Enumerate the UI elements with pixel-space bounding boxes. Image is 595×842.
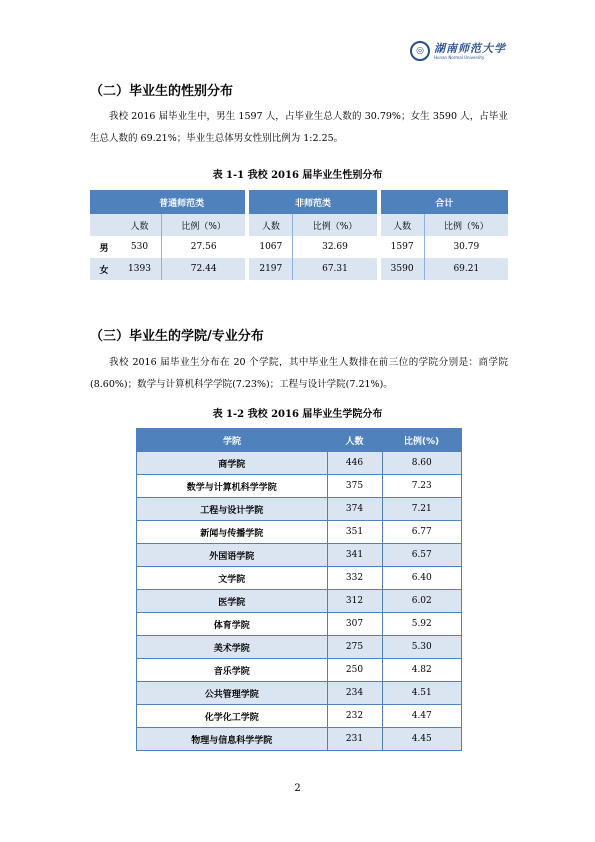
- table-cell: 1393: [118, 258, 162, 280]
- count-cell: 446: [327, 452, 382, 475]
- header-college: 学院: [137, 429, 328, 453]
- table-cell: 69.21: [424, 258, 508, 280]
- table-row: [137, 613, 462, 636]
- college-name-cell: 工程与设计学院: [137, 498, 328, 521]
- subheader-ratio: 比例（%）: [424, 214, 508, 236]
- college-name-cell: 化学化工学院: [137, 705, 328, 728]
- table-row: [90, 258, 508, 280]
- table-row: [137, 728, 462, 751]
- table-header-row: [137, 429, 462, 453]
- table1-caption: 表 1-1 我校 2016 届毕业生性别分布: [212, 170, 383, 181]
- count-cell: 232: [327, 705, 382, 728]
- count-cell: 351: [327, 521, 382, 544]
- college-name-cell: 美术学院: [137, 636, 328, 659]
- table-row: [137, 567, 462, 590]
- ratio-cell: 6.40: [382, 567, 462, 590]
- count-cell: 375: [327, 475, 382, 498]
- count-cell: 332: [327, 567, 382, 590]
- table-row: [137, 521, 462, 544]
- row-label: 女: [90, 258, 118, 280]
- college-name-cell: 数学与计算机科学学院: [137, 475, 328, 498]
- table-row: [137, 659, 462, 682]
- ratio-cell: 7.23: [382, 475, 462, 498]
- table-row: [137, 590, 462, 613]
- table-cell: 2197: [249, 258, 293, 280]
- table-cell: 32.69: [293, 236, 377, 258]
- table-row: [137, 705, 462, 728]
- subheader-count: 人数: [249, 214, 293, 236]
- table-row: [90, 236, 508, 258]
- gender-distribution-table: [90, 190, 508, 280]
- table-row: [137, 475, 462, 498]
- ratio-cell: 5.30: [382, 636, 462, 659]
- college-name-cell: 公共管理学院: [137, 682, 328, 705]
- subheader-ratio: 比例（%）: [293, 214, 377, 236]
- table-cell: 530: [130, 242, 149, 252]
- header-count: 人数: [327, 429, 382, 453]
- table2-caption: 表 1-2 我校 2016 届毕业生学院分布: [212, 409, 383, 420]
- paragraph-college: 我校 2016 届毕业生分布在 20 个学院，其中毕业生人数排在前三位的学院分别是：商学院(8.60%)；数学与计算机科学学院(7.23%)；工程与设计学院(7.21%)。: [90, 357, 508, 390]
- ratio-cell: 5.92: [382, 613, 462, 636]
- college-name-cell: 音乐学院: [137, 659, 328, 682]
- ratio-cell: 4.47: [382, 705, 462, 728]
- table-cell: 72.44: [162, 258, 246, 280]
- ratio-cell: 4.51: [382, 682, 462, 705]
- table-cell: 3590: [381, 258, 425, 280]
- section-title-gender: （二）毕业生的性别分布: [90, 84, 234, 99]
- table-subheader-row: [90, 214, 508, 236]
- table-header-row: [90, 190, 508, 214]
- university-logo: [410, 40, 520, 62]
- header-total: 合计: [381, 190, 508, 214]
- count-cell: 312: [327, 590, 382, 613]
- ratio-cell: 4.82: [382, 659, 462, 682]
- college-name-cell: 体育学院: [137, 613, 328, 636]
- ratio-cell: 6.02: [382, 590, 462, 613]
- table-cell: 27.56: [162, 236, 246, 258]
- header-non-normal: 非师范类: [249, 190, 376, 214]
- section-title-college: （三）毕业生的学院/专业分布: [90, 329, 264, 344]
- college-name-cell: 商学院: [137, 452, 328, 475]
- table-cell: 30.79: [424, 236, 508, 258]
- header-blank: [90, 190, 118, 214]
- count-cell: 341: [327, 544, 382, 567]
- logo-english-name: Hunan Normal University: [434, 54, 485, 60]
- header-normal: 普通师范类: [118, 190, 245, 214]
- count-cell: 374: [327, 498, 382, 521]
- count-cell: 231: [327, 728, 382, 751]
- ratio-cell: 7.21: [382, 498, 462, 521]
- count-cell: 234: [327, 682, 382, 705]
- table-row: [137, 682, 462, 705]
- count-cell: 250: [327, 659, 382, 682]
- ratio-cell: 8.60: [382, 452, 462, 475]
- table-row: [137, 636, 462, 659]
- count-cell: 275: [327, 636, 382, 659]
- table-cell: 1597: [390, 242, 414, 252]
- header-ratio: 比例(%): [382, 429, 462, 453]
- table-row: [137, 544, 462, 567]
- ratio-cell: 6.57: [382, 544, 462, 567]
- university-emblem-icon: ◎: [410, 41, 430, 61]
- college-name-cell: 医学院: [137, 590, 328, 613]
- table-cell: 67.31: [293, 258, 377, 280]
- subheader-count: 人数: [381, 214, 425, 236]
- paragraph-gender: 我校 2016 届毕业生中，男生 1597 人，占毕业生总人数的 30.79%；女生 3590 人，占毕业生总人数的 69.21%；毕业生总体男女性别比例为 1:2.25。: [90, 111, 508, 144]
- college-name-cell: 外国语学院: [137, 544, 328, 567]
- college-distribution-table: [136, 428, 462, 751]
- subheader-count: 人数: [118, 214, 162, 236]
- table-row: [137, 498, 462, 521]
- logo-chinese-name: 湖南师范大学: [434, 41, 506, 55]
- college-name-cell: 物理与信息科学学院: [137, 728, 328, 751]
- college-name-cell: 新闻与传播学院: [137, 521, 328, 544]
- subheader-ratio: 比例（%）: [162, 214, 246, 236]
- ratio-cell: 4.45: [382, 728, 462, 751]
- college-name-cell: 文学院: [137, 567, 328, 590]
- table-row: [137, 452, 462, 475]
- ratio-cell: 6.77: [382, 521, 462, 544]
- row-label: 男: [99, 243, 109, 254]
- page-number: 2: [294, 783, 301, 794]
- count-cell: 307: [327, 613, 382, 636]
- table-cell: 1067: [259, 242, 283, 252]
